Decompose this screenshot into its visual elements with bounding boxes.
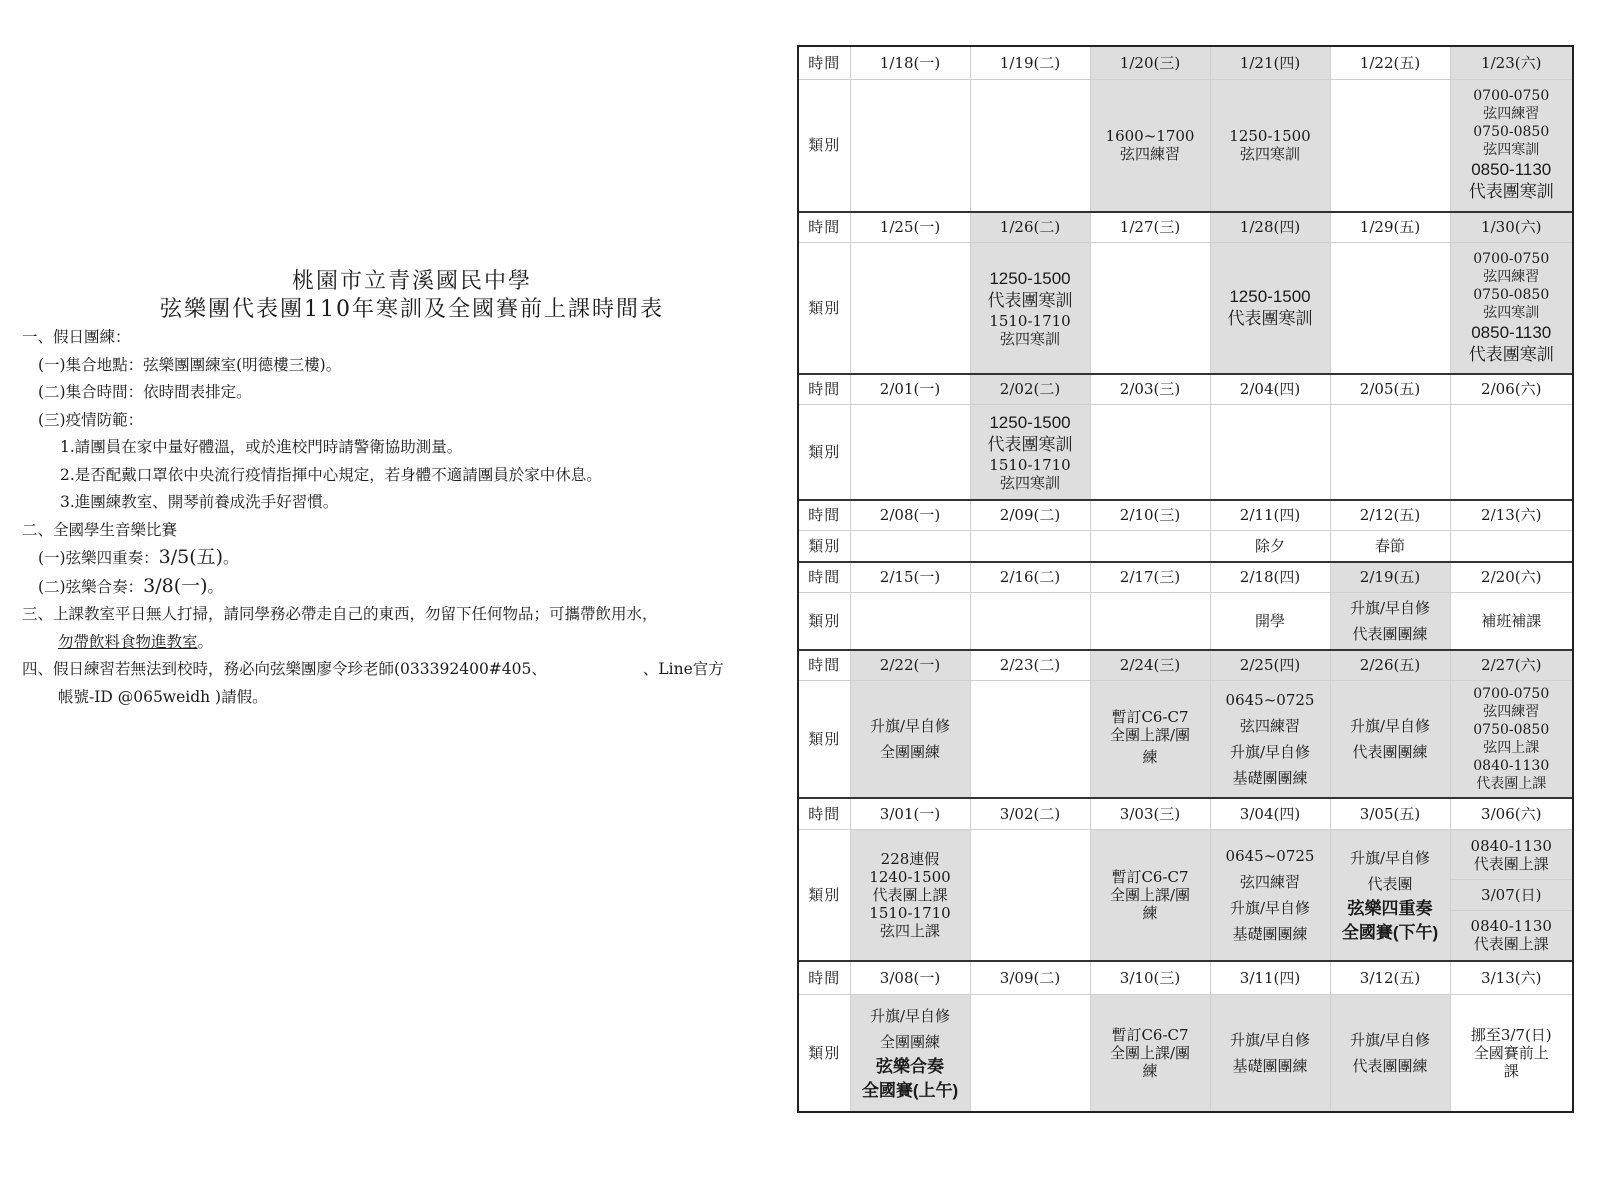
date-cell: 1/26(二) <box>970 212 1090 242</box>
activity-cell: 春節 <box>1330 530 1450 562</box>
activity-text: 暫訂C6-C7 <box>1111 1025 1189 1044</box>
activity-text: 0700-0750 <box>1473 88 1550 105</box>
date-cell: 2/10(三) <box>1090 500 1210 530</box>
activity-text: 全國賽(上午) <box>861 1080 959 1100</box>
activity-cell <box>850 242 970 374</box>
activity-cell <box>1450 79 1572 212</box>
activity-text: 弦四寒訓 <box>999 473 1060 492</box>
activity-text: 代表團上課 <box>872 885 948 904</box>
note-s3-period: 。 <box>197 632 214 651</box>
date-cell: 2/06(六) <box>1450 374 1572 404</box>
activity-text: 弦四寒訓 <box>1239 145 1300 164</box>
week3-category-row <box>799 404 1572 500</box>
activity-text: 升旗/早自修 <box>1229 898 1311 917</box>
date-cell: 2/20(六) <box>1450 562 1572 592</box>
date-cell: 3/01(一) <box>850 798 970 829</box>
activity-cell <box>970 829 1090 961</box>
document-title: 弦樂團代表團110年寒訓及全國賽前上課時間表 <box>160 297 664 322</box>
activity-cell: 開學 <box>1210 592 1330 650</box>
date-cell: 2/26(五) <box>1330 650 1450 680</box>
activity-text: 升旗/早自修 <box>1349 1030 1431 1049</box>
date-cell: 2/16(二) <box>970 562 1090 592</box>
activity-text: 練 <box>1142 903 1158 922</box>
date-cell: 2/24(三) <box>1090 650 1210 680</box>
activity-text: 代表團團練 <box>1352 742 1428 761</box>
activity-text: 1510-1710 <box>989 455 1071 474</box>
activity-cell <box>850 829 970 961</box>
date-cell: 2/17(三) <box>1090 562 1210 592</box>
activity-text: 代表團團練 <box>1352 624 1428 643</box>
date-cell: 2/08(一) <box>850 500 970 530</box>
activity-cell <box>850 592 970 650</box>
date-cell: 3/11(四) <box>1210 961 1330 994</box>
note-s4 <box>22 656 782 684</box>
time-label: 時間 <box>799 212 850 242</box>
date-cell: 3/05(五) <box>1330 798 1450 829</box>
date-cell: 3/06(六) <box>1450 798 1572 829</box>
time-label: 時間 <box>799 650 850 680</box>
activity-cell <box>850 79 970 212</box>
activity-cell: 除夕 <box>1210 530 1330 562</box>
activity-cell <box>1450 242 1572 374</box>
activity-text: 全團上課/團 <box>1109 1043 1191 1062</box>
week3-time-row <box>799 374 1572 404</box>
date-cell: 1/27(三) <box>1090 212 1210 242</box>
note-s1-3: (三)疫情防範： <box>38 410 144 429</box>
activity-cell <box>1090 829 1210 961</box>
date-cell: 2/23(二) <box>970 650 1090 680</box>
activity-text: 全團上課/團 <box>1109 885 1191 904</box>
week5-time-row <box>799 562 1572 592</box>
activity-text: 升旗/早自修 <box>869 716 951 735</box>
activity-cell <box>1210 994 1330 1111</box>
date-cell: 3/02(二) <box>970 798 1090 829</box>
activity-text: 0645~0725 <box>1225 846 1315 865</box>
activity-text: 全團上課/團 <box>1109 725 1191 744</box>
activity-text: 0700-0750 <box>1473 685 1550 702</box>
date-cell: 2/15(一) <box>850 562 970 592</box>
week8-time-row <box>799 961 1572 994</box>
activity-text: 0750-0850 <box>1473 721 1550 738</box>
date-cell: 3/03(三) <box>1090 798 1210 829</box>
activity-cell <box>970 592 1090 650</box>
date-cell: 1/28(四) <box>1210 212 1330 242</box>
date-cell: 2/05(五) <box>1330 374 1450 404</box>
s2-2-date: 3/8(一) <box>143 574 208 597</box>
week7-time-row <box>799 798 1572 829</box>
schedule-table <box>797 45 1574 1113</box>
activity-cell <box>1330 242 1450 374</box>
activity-text: 課 <box>1503 1061 1519 1080</box>
week1-category-row <box>799 79 1572 212</box>
week2-time-row <box>799 212 1572 242</box>
activity-cell <box>850 404 970 500</box>
week7-category-row <box>799 829 1572 961</box>
time-label: 時間 <box>799 562 850 592</box>
note-s1-3-1: 1.請團員在家中量好體溫，或於進校門時請警衛協助測量。 <box>60 438 463 456</box>
time-label: 時間 <box>799 500 850 530</box>
date-cell: 3/08(一) <box>850 961 970 994</box>
note-s4-a: 四、假日練習若無法到校時，務必向弦樂團廖令珍老師(033392400#405、 <box>22 660 547 678</box>
activity-text: 升旗/早自修 <box>1229 1030 1311 1049</box>
activity-cell <box>1450 530 1572 562</box>
date-cell: 1/30(六) <box>1450 212 1572 242</box>
activity-cell <box>1450 994 1572 1111</box>
activity-text: 弦四上課 <box>879 921 940 940</box>
category-label: 類別 <box>799 829 850 961</box>
note-s1-3-2: 2.是否配戴口罩依中央流行疫情指揮中心規定，若身體不適請團員於家中休息。 <box>60 465 602 484</box>
activity-text: 弦四練習 <box>1239 716 1300 735</box>
activity-text: 代表團寒訓 <box>1227 308 1313 328</box>
activity-text: 代表團 <box>1367 874 1413 893</box>
note-s2-2 <box>22 573 782 602</box>
note-s1-2: (二)集合時間：依時間表排定。 <box>38 383 252 401</box>
date-cell: 2/18(四) <box>1210 562 1330 592</box>
time-label: 時間 <box>808 53 841 72</box>
activity-cell <box>1450 680 1572 798</box>
activity-text: 全團團練 <box>879 1032 940 1051</box>
date-cell: 1/21(四) <box>1210 47 1330 79</box>
week8-category-row <box>799 994 1572 1111</box>
activity-text: 練 <box>1142 1061 1158 1080</box>
week5-category-row <box>799 592 1572 650</box>
activity-text: 弦四練習 <box>1239 872 1300 891</box>
activity-text: 1250-1500 <box>1229 127 1311 146</box>
activity-text: 弦四寒訓 <box>999 329 1060 348</box>
activity-text: 弦四寒訓 <box>1483 304 1540 321</box>
activity-text: 弦樂四重奏 <box>1347 898 1433 918</box>
category-label: 類別 <box>799 530 850 562</box>
activity-cell <box>1210 829 1330 961</box>
activity-sub: 0840-1130 代表團上課 <box>1451 910 1573 959</box>
activity-cell <box>1450 404 1572 500</box>
activity-cell <box>1330 592 1450 650</box>
activity-text: 代表團寒訓 <box>1468 182 1554 202</box>
s2-2-label: (二)弦樂合奏： <box>38 577 144 596</box>
activity-text: 1240-1500 <box>869 867 951 886</box>
activity-text: 代表團團練 <box>1352 1056 1428 1075</box>
category-label: 類別 <box>799 242 850 374</box>
note-s2: 二、全國學生音樂比賽 <box>22 520 178 539</box>
date-cell: 1/23(六) <box>1450 47 1572 79</box>
note-s1-3-3: 3.進團練教室、開琴前養成洗手好習慣。 <box>60 493 339 511</box>
category-label: 類別 <box>799 592 850 650</box>
note-s3-underlined: 勿帶飲料食物進教室 <box>58 632 198 651</box>
date-cell: 2/12(五) <box>1330 500 1450 530</box>
week6-category-row <box>799 680 1572 798</box>
activity-cell <box>1210 404 1330 500</box>
activity-cell <box>970 79 1090 212</box>
date-cell: 2/19(五) <box>1330 562 1450 592</box>
activity-text: 代表團上課 <box>1476 775 1547 792</box>
activity-cell <box>970 530 1090 562</box>
activity-cell <box>1210 79 1330 212</box>
school-name: 桃園市立青溪國民中學 <box>291 269 532 294</box>
activity-cell <box>850 994 970 1111</box>
date-cell: 1/29(五) <box>1330 212 1450 242</box>
activity-cell <box>850 530 970 562</box>
note-s4-cont: 帳號-ID @065weidh )請假。 <box>58 687 268 706</box>
activity-cell <box>970 680 1090 798</box>
date-cell: 1/19(二) <box>970 47 1090 79</box>
activity-text: 0850-1130 <box>1471 160 1552 180</box>
activity-text: 0645~0725 <box>1225 690 1315 709</box>
activity-text: 弦四練習 <box>1483 703 1540 720</box>
date-cell: 2/13(六) <box>1450 500 1572 530</box>
activity-text: 1510-1710 <box>989 311 1071 330</box>
activity-text: 弦四練習 <box>1483 268 1540 285</box>
activity-text: 全國賽(下午) <box>1341 922 1439 942</box>
activity-cell <box>1090 592 1210 650</box>
date-cell: 2/09(二) <box>970 500 1090 530</box>
activity-text: 1250-1500 <box>989 412 1071 432</box>
date-cell: 3/12(五) <box>1330 961 1450 994</box>
activity-text: 弦四練習 <box>1119 145 1180 164</box>
activity-text: 升旗/早自修 <box>1349 716 1431 735</box>
time-label: 時間 <box>799 961 850 994</box>
activity-text: 升旗/早自修 <box>1349 848 1431 867</box>
date-cell: 1/20(三) <box>1090 47 1210 79</box>
note-s3: 三、上課教室平日無人打掃，請同學務必帶走自己的東西，勿留下任何物品；可攜帶飲用水， <box>22 605 658 623</box>
category-label: 類別 <box>799 79 850 212</box>
activity-text: 暫訂C6-C7 <box>1111 707 1189 726</box>
date-cell: 1/22(五) <box>1330 47 1450 79</box>
activity-cell <box>1330 680 1450 798</box>
activity-text: 228連假 <box>880 849 940 868</box>
activity-text: 弦四上課 <box>1483 739 1540 756</box>
activity-text: 基礎團團練 <box>1232 1056 1308 1075</box>
activity-text: 基礎團團練 <box>1232 924 1308 943</box>
week1-time-row <box>799 47 1572 79</box>
activity-text: 代表團寒訓 <box>987 290 1073 310</box>
date-cell: 1/25(一) <box>850 212 970 242</box>
s2-1-period: 。 <box>223 549 239 567</box>
note-s3-cont <box>22 629 782 657</box>
activity-text: 1600~1700 <box>1105 127 1195 146</box>
week6-time-row <box>799 650 1572 680</box>
activity-text: 挪至3/7(日) <box>1470 1025 1552 1044</box>
activity-cell <box>1330 994 1450 1111</box>
activity-text: 0840-1130 <box>1473 757 1550 774</box>
date-cell: 2/27(六) <box>1450 650 1572 680</box>
activity-text: 弦四寒訓 <box>1483 142 1540 159</box>
activity-text: 暫訂C6-C7 <box>1111 867 1189 886</box>
s2-1-date: 3/5(五) <box>158 546 224 568</box>
activity-cell <box>1210 242 1330 374</box>
activity-cell: 補班補課 <box>1450 592 1572 650</box>
activity-cell <box>1090 79 1210 212</box>
note-s1: 一、假日團練： <box>22 328 131 346</box>
activity-text: 0750-0850 <box>1473 286 1550 303</box>
activity-cell <box>1210 680 1330 798</box>
date-cell: 1/18(一) <box>850 47 970 79</box>
week4-time-row <box>799 500 1572 530</box>
note-s1-1: (一)集合地點：弦樂團團練室(明德樓三樓)。 <box>38 355 342 374</box>
activity-cell <box>1090 530 1210 562</box>
activity-text: 基礎團團練 <box>1232 768 1308 787</box>
week2-category-row <box>799 242 1572 374</box>
activity-cell <box>1090 680 1210 798</box>
activity-text: 全團團練 <box>879 742 940 761</box>
s2-1-label: (一)弦樂四重奏： <box>38 549 159 567</box>
activity-cell <box>970 242 1090 374</box>
note-s2-1 <box>22 544 782 573</box>
date-cell: 2/02(二) <box>970 374 1090 404</box>
activity-text: 0850-1130 <box>1471 322 1552 342</box>
s2-2-period: 。 <box>207 577 224 596</box>
category-label: 類別 <box>799 680 850 798</box>
activity-text: 1510-1710 <box>869 903 951 922</box>
date-cell: 3/09(二) <box>970 961 1090 994</box>
date-cell: 3/10(三) <box>1090 961 1210 994</box>
activity-cell <box>1450 829 1572 961</box>
activity-text: 弦樂合奏 <box>876 1056 944 1076</box>
category-label: 類別 <box>799 994 850 1111</box>
activity-cell <box>1330 404 1450 500</box>
date-cell: 2/01(一) <box>850 374 970 404</box>
activity-text: 1250-1500 <box>1229 286 1311 306</box>
activity-text: 0700-0750 <box>1473 250 1550 267</box>
activity-text: 升旗/早自修 <box>869 1006 951 1025</box>
time-label: 時間 <box>799 374 850 404</box>
notes-panel <box>22 268 782 711</box>
activity-text: 升旗/早自修 <box>1349 598 1431 617</box>
activity-text: 代表團寒訓 <box>987 434 1073 454</box>
activity-cell <box>1090 242 1210 374</box>
activity-cell <box>1330 829 1450 961</box>
week4-category-row <box>799 530 1572 562</box>
activity-cell <box>850 680 970 798</box>
activity-cell <box>1090 404 1210 500</box>
activity-text: 1250-1500 <box>989 268 1071 288</box>
date-cell: 3/04(四) <box>1210 798 1330 829</box>
time-label: 時間 <box>799 798 850 829</box>
activity-text: 升旗/早自修 <box>1229 742 1311 761</box>
activity-text: 練 <box>1142 747 1158 766</box>
activity-cell <box>970 404 1090 500</box>
note-s4-a2: 、Line官方 <box>642 660 724 678</box>
date-cell: 2/03(三) <box>1090 374 1210 404</box>
activity-text: 0750-0850 <box>1473 124 1550 141</box>
activity-sub: 0840-1130 代表團上課 <box>1470 836 1552 873</box>
activity-cell <box>1090 994 1210 1111</box>
date-cell: 2/11(四) <box>1210 500 1330 530</box>
activity-text: 代表團寒訓 <box>1468 344 1554 364</box>
activity-text: 弦四練習 <box>1483 106 1540 123</box>
date-cell: 2/22(一) <box>850 650 970 680</box>
date-cell: 2/25(四) <box>1210 650 1330 680</box>
activity-text: 全國賽前上 <box>1473 1043 1549 1062</box>
activity-cell <box>970 994 1090 1111</box>
date-cell: 2/04(四) <box>1210 374 1330 404</box>
activity-sub: 3/07(日) <box>1451 879 1573 910</box>
date-cell: 3/13(六) <box>1450 961 1572 994</box>
activity-cell <box>1330 79 1450 212</box>
category-label: 類別 <box>799 404 850 500</box>
